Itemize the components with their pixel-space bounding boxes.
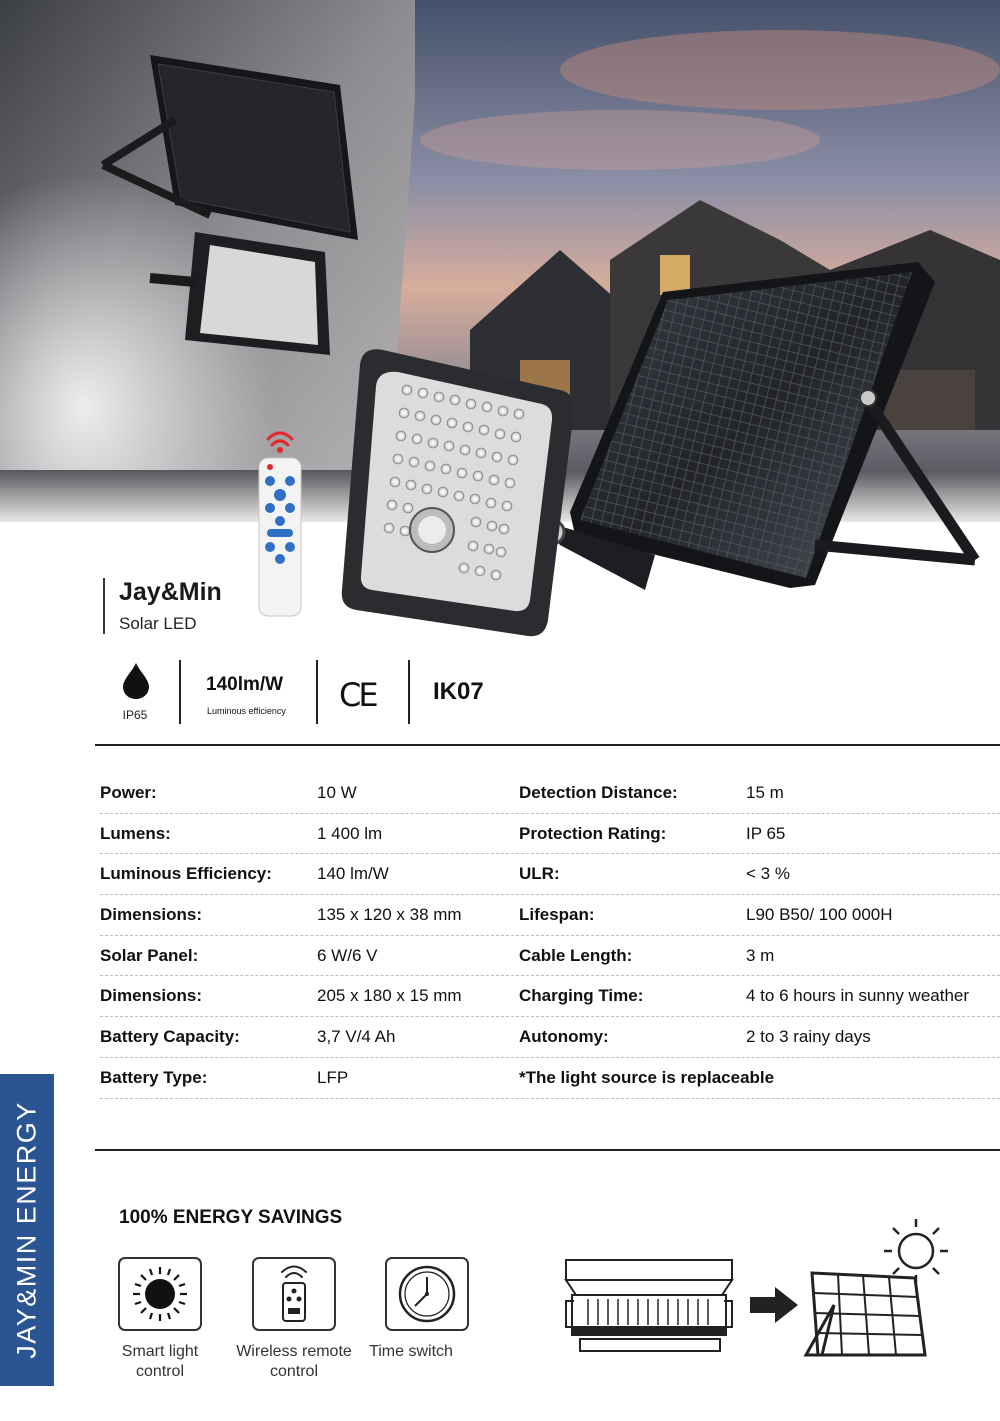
spec-key: Solar Panel: bbox=[100, 945, 199, 965]
efficiency-value: 140lm/W bbox=[206, 674, 284, 695]
feature-label-line: Smart light bbox=[121, 1343, 199, 1360]
spec-key: Autonomy: bbox=[519, 1027, 609, 1047]
spec-value: 10 W bbox=[317, 783, 357, 802]
spec-key: Lumens: bbox=[100, 823, 171, 843]
spec-key: Detection Distance: bbox=[519, 783, 678, 802]
brand-subtitle: Solar LED bbox=[119, 614, 197, 633]
spec-row bbox=[100, 814, 1000, 855]
spec-value: 2 to 3 rainy days bbox=[746, 1027, 871, 1047]
spec-value: 140 lm/W bbox=[317, 864, 389, 884]
side-brand-text: JAY&MIN ENERGY bbox=[11, 1101, 42, 1359]
spec-value: LFP bbox=[317, 1067, 349, 1087]
spec-row bbox=[100, 773, 1000, 814]
ce-mark: CE bbox=[339, 676, 376, 714]
divider-line bbox=[95, 744, 1000, 746]
spec-key: ULR: bbox=[519, 864, 560, 884]
spec-value: 205 x 180 x 15 mm bbox=[317, 986, 462, 1006]
spec-value: < 3 % bbox=[746, 864, 790, 884]
solar-panel-icon bbox=[806, 1273, 925, 1355]
spec-key: Dimensions: bbox=[100, 986, 203, 1006]
feature-label bbox=[336, 1342, 486, 1362]
lamp-icon bbox=[566, 1260, 732, 1351]
spec-key: Charging Time: bbox=[519, 986, 644, 1006]
spec-note: *The light source is replaceable bbox=[519, 1067, 775, 1087]
spec-table bbox=[100, 773, 1000, 1099]
spec-key: Lifespan: bbox=[519, 905, 595, 925]
badge-divider bbox=[316, 660, 318, 724]
spec-value: 135 x 120 x 38 mm bbox=[317, 905, 462, 925]
water-drop-icon bbox=[121, 662, 151, 700]
clock-icon bbox=[387, 1259, 467, 1329]
spec-key: Power: bbox=[100, 783, 157, 802]
lamp-to-solar-diagram bbox=[560, 1215, 960, 1365]
ik-rating: IK07 bbox=[433, 678, 484, 705]
hero-image bbox=[0, 0, 1000, 522]
spec-row bbox=[100, 854, 1000, 895]
spec-value: 4 to 6 hours in sunny weather bbox=[746, 986, 970, 1006]
spec-value: 15 m bbox=[746, 783, 784, 802]
feature-label-line: Wireless remote bbox=[236, 1343, 352, 1360]
spec-key: Dimensions: bbox=[100, 905, 203, 925]
sun-outline-icon bbox=[884, 1219, 948, 1283]
signal-icon bbox=[268, 433, 292, 445]
feature-label-line: control bbox=[269, 1363, 319, 1380]
spec-row bbox=[100, 936, 1000, 977]
feature-icon-box bbox=[252, 1257, 336, 1331]
remote-control-image bbox=[250, 425, 310, 620]
divider-line bbox=[95, 1149, 1000, 1151]
feature-label bbox=[85, 1342, 235, 1382]
spec-key: Cable Length: bbox=[519, 945, 633, 965]
feature-label-line: Time switch bbox=[369, 1343, 453, 1360]
badge-divider bbox=[408, 660, 410, 724]
spec-value: 1 400 lm bbox=[317, 823, 383, 843]
spec-value: 6 W/6 V bbox=[317, 945, 378, 965]
spec-key: Protection Rating: bbox=[519, 823, 667, 843]
spec-row bbox=[100, 976, 1000, 1017]
spec-value: L90 B50/ 100 000H bbox=[746, 905, 893, 925]
badge-row bbox=[95, 658, 515, 724]
spec-value: 3,7 V/4 Ah bbox=[317, 1027, 396, 1047]
hero-scene bbox=[0, 0, 1000, 522]
spec-value: IP 65 bbox=[746, 823, 786, 843]
arrow-right-icon bbox=[750, 1287, 798, 1323]
brand-name: Jay&Min bbox=[119, 578, 222, 606]
badge-divider bbox=[179, 660, 181, 724]
spec-row bbox=[100, 1058, 1000, 1099]
efficiency-label: Luminous efficiency bbox=[207, 706, 286, 716]
spec-key: Battery Capacity: bbox=[100, 1027, 240, 1047]
feature-label-line: control bbox=[135, 1363, 185, 1380]
spec-key: Luminous Efficiency: bbox=[100, 864, 272, 884]
ip-rating-label: IP65 bbox=[122, 708, 148, 722]
remote-icon bbox=[254, 1259, 334, 1329]
spec-value: 3 m bbox=[746, 945, 775, 965]
feature-icon-box bbox=[385, 1257, 469, 1331]
features-title: 100% ENERGY SAVINGS bbox=[119, 1207, 343, 1228]
feature-icon-box bbox=[118, 1257, 202, 1331]
side-brand-bar bbox=[0, 1074, 54, 1386]
brand-block bbox=[103, 578, 222, 634]
spec-row bbox=[100, 1017, 1000, 1058]
spec-key: Battery Type: bbox=[100, 1067, 208, 1087]
sun-icon bbox=[120, 1259, 200, 1329]
spec-row bbox=[100, 895, 1000, 936]
